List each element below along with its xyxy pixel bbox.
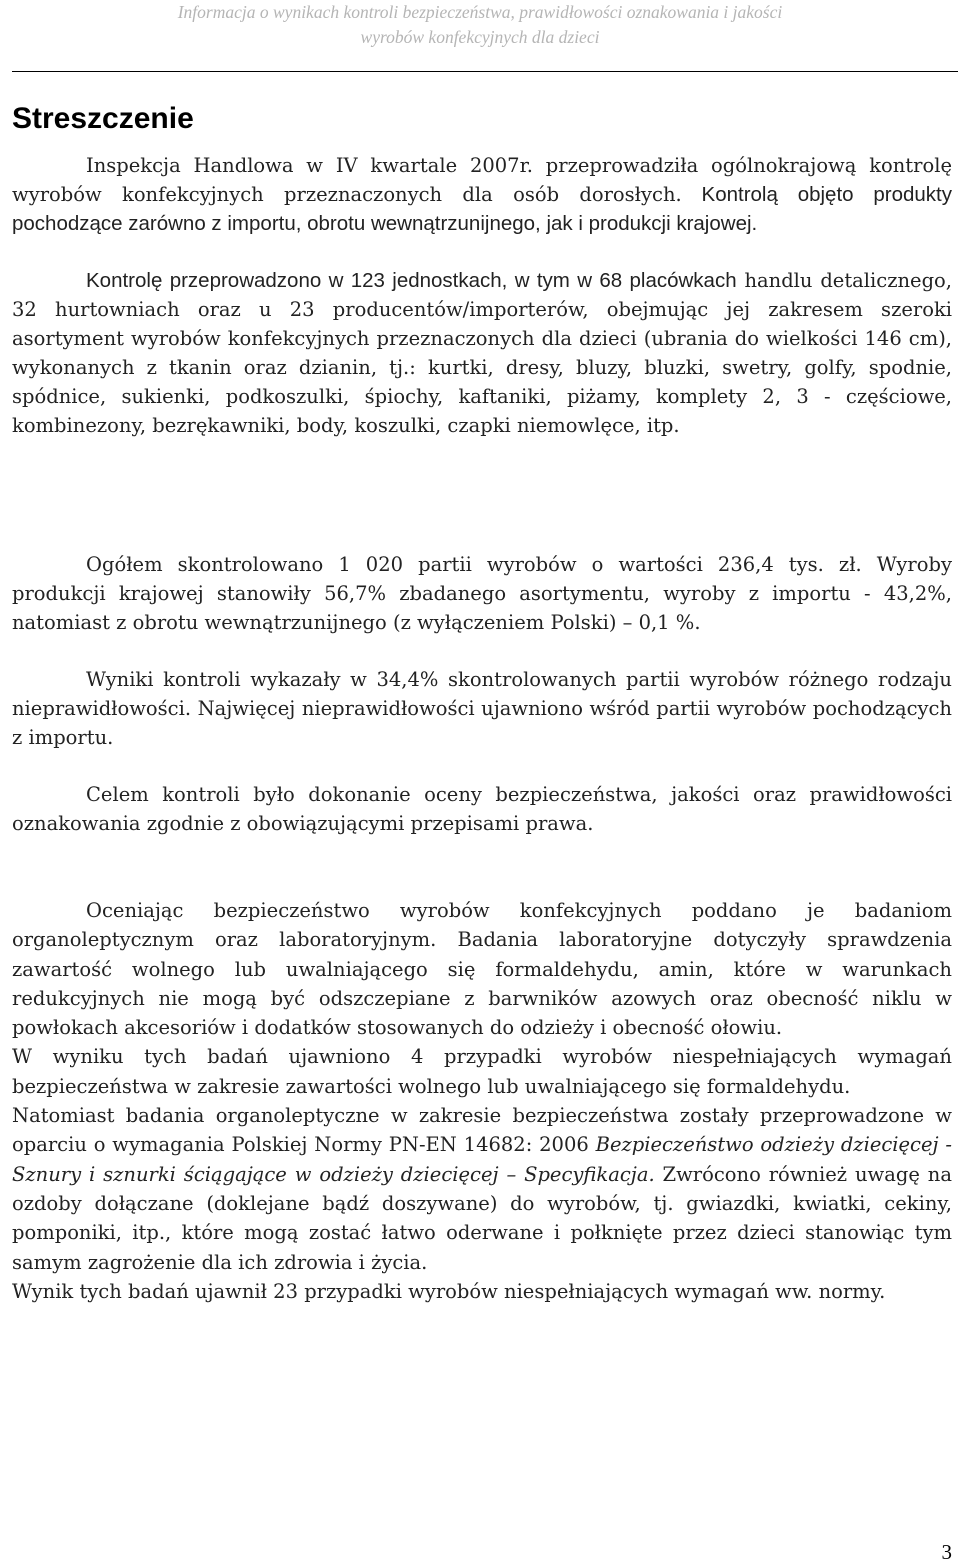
paragraph-units-text-sans: Kontrolę przeprowadzono w 123 jednostkach, w tym w 68 placówkach [86,269,737,292]
header-divider [12,71,958,72]
running-header [0,0,960,50]
paragraph-scope [12,151,952,238]
paragraph-units [12,266,952,440]
paragraph-goal: Celem kontroli było dokonanie oceny bezpieczeństwa, jakości oraz prawidłowości oznakowania zgodnie z obowiązującymi przepisami prawa. [12,783,952,835]
page-number: 3 [941,1540,952,1564]
running-header-line-1: Informacja o wynikach kontroli bezpieczeństwa, prawidłowości oznakowania i jakości [177,2,783,22]
running-header-line-2: wyrobów konfekcyjnych dla dzieci [360,27,600,47]
paragraph-organoleptic-tests [12,1101,952,1277]
section-title: Streszczenie [12,102,194,135]
paragraph-norm-results: Wynik tych badań ujawnił 23 przypadki wyrobów niespełniających wymagań ww. normy. [12,1279,886,1303]
safety-block [12,896,952,1306]
paragraph-organoleptic-text-1: Natomiast badania organoleptyczne w zakresie bezpieczeństwa zostały przeprowadzone w oparciu o wymagania Polskiej Normy PN-EN 14682: 2006 [12,1104,952,1157]
results-block [12,550,952,838]
standard-title: Bezpieczeństwo odzieży dziecięcej - Sznury i sznurki ściągające w odzieży dziecięcej – Specyfikacja. [12,1133,952,1186]
paragraph-safety-tests: Oceniając bezpieczeństwo wyrobów konfekcyjnych poddano je badaniom organoleptycznym oraz laboratoryjnym. Badania laboratoryjne dotyczyły sprawdzenia zawartość wolnego lub uwalniającego się formaldehydu, amin, które w warunkach redukcyjnych nie mogą być odszczepiane z barwników azowych oraz obecność niklu w powłokach akcesoriów i dodatków stosowanych do odzieży i obecność ołowiu. [12,899,952,1040]
paragraph-organoleptic-text-2: Zwrócono również uwagę na ozdoby dołączane (doklejane bądź doszywane) do wyrobów, tj. gwiazdki, kwiatki, cekiny, pomponiki, itp., które mogą zostać łatwo oderwane i połknięte przez dzieci stanowiąc tym samym zagrożenie dla ich zdrowia i życia. [12,1162,952,1274]
paragraph-totals: Ogółem skontrolowano 1 020 partii wyrobów o wartości 236,4 tys. zł. Wyroby produkcji krajowej stanowiły 56,7% zbadanego asortymentu, wyroby z importu - 43,2%, natomiast z obrotu wewnątrzunijnego (z wyłączeniem Polski) – 0,1 %. [12,553,952,634]
paragraph-scope-text-sans: Kontrolą objęto produkty pochodzące zarówno z importu, obrotu wewnątrzunijnego, jak i produkcji krajowej. [12,183,952,235]
paragraph-units-text: handlu detalicznego, 32 hurtowniach oraz u 23 producentów/importerów, obejmując jej zakresem szeroki asortyment wyrobów konfekcyjnych przeznaczonych dla dzieci (ubrania do wielkości 146 cm), wykonanych z tkanin oraz dzianin, tj.: kurtki, dresy, bluzy, bluzki, swetry, golfy, spodnie, spódnice, sukienki, podkoszulki, śpiochy, kaftaniki, piżamy, komplety 2, 3 - częściowe, kombinezony, bezrękawniki, body, koszulki, czapki niemowlęce, itp. [12,269,952,437]
paragraph-formaldehyde-results: W wyniku tych badań ujawniono 4 przypadki wyrobów niespełniających wymagań bezpieczeństwa w zakresie zawartości wolnego lub uwalniającego się formaldehydu. [12,1045,952,1098]
intro-block [12,151,952,440]
paragraph-scope-text: Inspekcja Handlowa w IV kwartale 2007r. przeprowadziła ogólnokrajową kontrolę wyrobów konfekcyjnych przeznaczonych dla osób dorosłych. [12,154,952,206]
paragraph-irregularities: Wyniki kontroli wykazały w 34,4% skontrolowanych partii wyrobów różnego rodzaju nieprawidłowości. Najwięcej nieprawidłowości ujawniono wśród partii wyrobów pochodzących z importu. [12,668,952,749]
